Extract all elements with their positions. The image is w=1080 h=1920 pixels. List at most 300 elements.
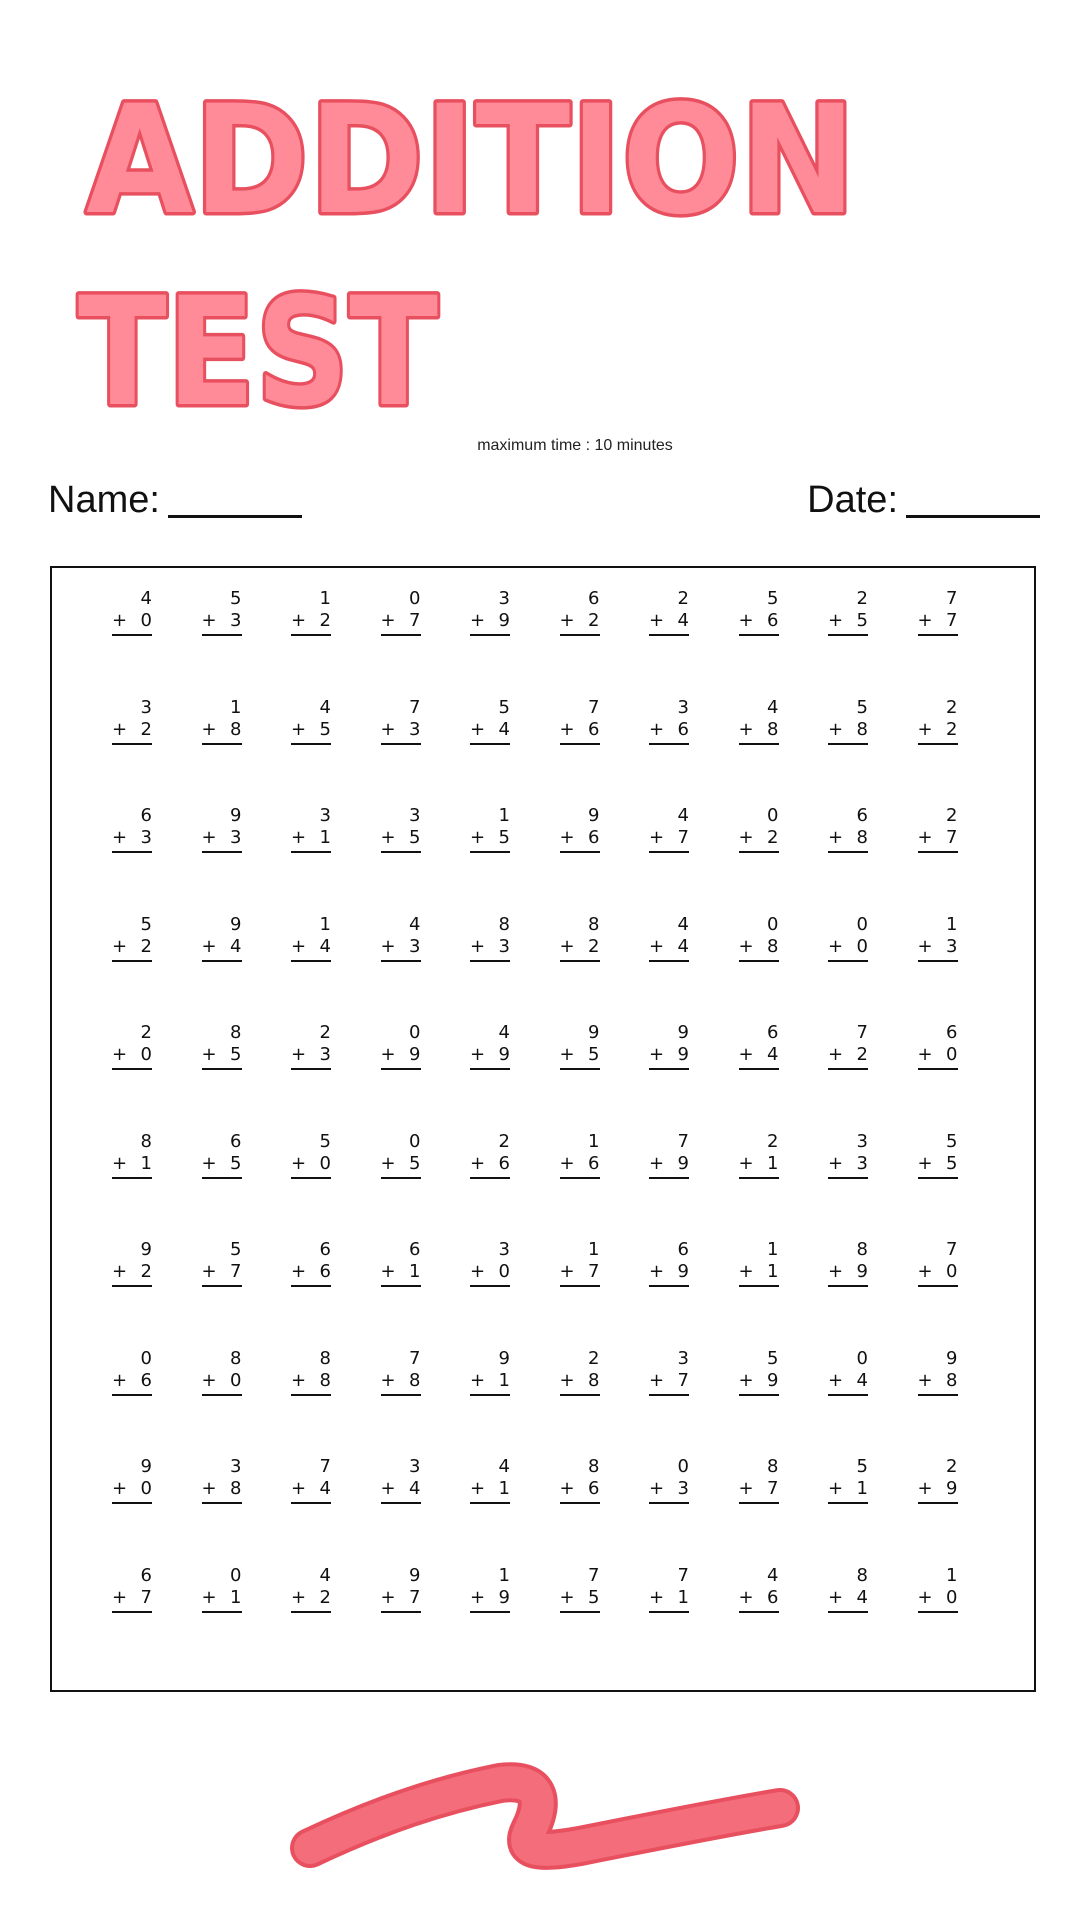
first-addend: 6 xyxy=(230,1130,242,1152)
second-addend-row xyxy=(291,1261,331,1287)
addition-problem xyxy=(291,805,331,853)
plus-sign: + xyxy=(112,1478,128,1499)
second-addend: 7 xyxy=(946,610,958,631)
addition-problem xyxy=(202,1565,242,1613)
second-addend: 1 xyxy=(409,1261,421,1282)
second-addend: 4 xyxy=(409,1478,421,1499)
addition-problem xyxy=(739,588,779,636)
addition-problem xyxy=(470,697,510,745)
plus-sign: + xyxy=(470,827,486,848)
plus-sign: + xyxy=(470,1369,486,1391)
addition-problem xyxy=(470,805,510,853)
second-addend: 2 xyxy=(946,718,958,740)
plus-sign: + xyxy=(112,1152,128,1174)
second-addend: 9 xyxy=(677,1044,689,1065)
second-addend: 6 xyxy=(588,827,600,848)
plus-sign: + xyxy=(738,1369,754,1391)
plus-sign: + xyxy=(738,827,754,848)
second-addend: 2 xyxy=(140,718,152,740)
second-addend-row xyxy=(649,827,689,853)
plus-sign: + xyxy=(470,935,486,957)
first-addend: 0 xyxy=(767,805,779,826)
first-addend: 7 xyxy=(319,1456,331,1477)
addition-problem xyxy=(470,1022,510,1070)
plus-sign: + xyxy=(470,1044,486,1065)
addition-problem xyxy=(112,588,152,636)
second-addend-row xyxy=(291,1044,331,1070)
second-addend-row xyxy=(381,1587,421,1613)
second-addend-row xyxy=(470,1044,510,1070)
first-addend: 4 xyxy=(409,913,421,935)
plus-sign: + xyxy=(828,1478,844,1499)
addition-problem xyxy=(560,914,600,962)
addition-problem xyxy=(649,805,689,853)
addition-problem xyxy=(381,914,421,962)
plus-sign: + xyxy=(649,1586,665,1608)
second-addend-row xyxy=(202,1370,242,1396)
addition-problem xyxy=(918,914,958,962)
second-addend: 6 xyxy=(319,1261,331,1282)
addition-problem xyxy=(739,1456,779,1504)
second-addend-row xyxy=(381,719,421,745)
second-addend: 9 xyxy=(677,1261,689,1282)
plus-sign: + xyxy=(470,1586,486,1608)
first-addend: 1 xyxy=(946,913,958,935)
plus-sign: + xyxy=(380,1586,396,1608)
second-addend: 9 xyxy=(767,1369,779,1391)
second-addend: 1 xyxy=(498,1369,510,1391)
first-addend: 8 xyxy=(856,1564,868,1586)
first-addend: 4 xyxy=(767,1564,779,1586)
second-addend-row xyxy=(202,1587,242,1613)
first-addend: 7 xyxy=(588,1564,600,1586)
second-addend: 8 xyxy=(230,1478,242,1499)
plus-sign: + xyxy=(738,1261,754,1282)
second-addend-row xyxy=(739,1478,779,1504)
first-addend: 0 xyxy=(409,1022,421,1043)
addition-problem xyxy=(649,1239,689,1287)
plus-sign: + xyxy=(112,1369,128,1391)
addition-problem xyxy=(560,805,600,853)
addition-problem xyxy=(381,1456,421,1504)
second-addend: 1 xyxy=(767,1152,779,1174)
first-addend: 8 xyxy=(498,913,510,935)
addition-problem xyxy=(649,1022,689,1070)
first-addend: 8 xyxy=(588,1456,600,1477)
second-addend: 4 xyxy=(677,935,689,957)
second-addend-row xyxy=(381,1044,421,1070)
second-addend-row xyxy=(560,610,600,636)
second-addend: 8 xyxy=(230,718,242,740)
plus-sign: + xyxy=(649,1369,665,1391)
second-addend: 6 xyxy=(588,718,600,740)
second-addend-row xyxy=(112,1261,152,1287)
addition-problem xyxy=(202,1131,242,1179)
second-addend-row xyxy=(918,827,958,853)
plus-sign: + xyxy=(559,1044,575,1065)
second-addend: 3 xyxy=(677,1478,689,1499)
second-addend-row xyxy=(649,1370,689,1396)
addition-problem xyxy=(828,1131,868,1179)
second-addend: 2 xyxy=(588,610,600,631)
plus-sign: + xyxy=(917,1044,933,1065)
addition-problem xyxy=(560,1022,600,1070)
first-addend: 5 xyxy=(856,696,868,718)
first-addend: 8 xyxy=(856,1239,868,1260)
second-addend: 0 xyxy=(230,1369,242,1391)
addition-problem xyxy=(560,1456,600,1504)
second-addend-row xyxy=(649,1261,689,1287)
second-addend: 6 xyxy=(498,1152,510,1174)
addition-problem xyxy=(112,1348,152,1396)
date-label: Date: xyxy=(807,479,898,521)
first-addend: 8 xyxy=(319,1347,331,1369)
first-addend: 3 xyxy=(498,1239,510,1260)
plus-sign: + xyxy=(828,718,844,740)
addition-problem xyxy=(470,1456,510,1504)
addition-problem xyxy=(739,805,779,853)
second-addend-row xyxy=(649,610,689,636)
first-addend: 0 xyxy=(856,1347,868,1369)
plus-sign: + xyxy=(201,1478,217,1499)
second-addend-row xyxy=(291,1370,331,1396)
first-addend: 5 xyxy=(140,913,152,935)
addition-problem xyxy=(470,1348,510,1396)
addition-problem xyxy=(649,1348,689,1396)
second-addend-row xyxy=(739,1587,779,1613)
first-addend: 2 xyxy=(946,696,958,718)
first-addend: 0 xyxy=(140,1347,152,1369)
second-addend: 6 xyxy=(588,1152,600,1174)
second-addend-row xyxy=(828,1261,868,1287)
first-addend: 8 xyxy=(588,913,600,935)
first-addend: 8 xyxy=(140,1130,152,1152)
first-addend: 4 xyxy=(677,805,689,826)
plus-sign: + xyxy=(380,718,396,740)
second-addend: 2 xyxy=(767,827,779,848)
addition-problem xyxy=(291,1348,331,1396)
first-addend: 9 xyxy=(140,1239,152,1260)
second-addend: 7 xyxy=(946,827,958,848)
addition-problem xyxy=(828,588,868,636)
plus-sign: + xyxy=(470,718,486,740)
second-addend: 3 xyxy=(856,1152,868,1174)
plus-sign: + xyxy=(917,1369,933,1391)
second-addend-row xyxy=(918,610,958,636)
addition-problem xyxy=(381,588,421,636)
first-addend: 9 xyxy=(230,805,242,826)
second-addend-row xyxy=(381,1261,421,1287)
second-addend-row xyxy=(470,610,510,636)
addition-problem xyxy=(470,1239,510,1287)
plus-sign: + xyxy=(828,1152,844,1174)
title-line-2: TEST xyxy=(78,266,438,440)
second-addend-row xyxy=(470,827,510,853)
addition-problem xyxy=(381,805,421,853)
plus-sign: + xyxy=(291,1586,307,1608)
second-addend: 4 xyxy=(498,718,510,740)
first-addend: 0 xyxy=(409,1130,421,1152)
second-addend: 0 xyxy=(140,1478,152,1499)
second-addend: 2 xyxy=(319,1586,331,1608)
addition-problem xyxy=(918,1239,958,1287)
addition-problem xyxy=(202,1022,242,1070)
first-addend: 2 xyxy=(498,1130,510,1152)
second-addend: 0 xyxy=(319,1152,331,1174)
first-addend: 3 xyxy=(409,805,421,826)
second-addend-row xyxy=(649,1478,689,1504)
addition-problem xyxy=(112,1456,152,1504)
plus-sign: + xyxy=(649,610,665,631)
second-addend: 7 xyxy=(677,1369,689,1391)
addition-problem xyxy=(202,914,242,962)
first-addend: 2 xyxy=(588,1347,600,1369)
addition-problem xyxy=(381,1348,421,1396)
addition-problem xyxy=(739,1022,779,1070)
addition-problem xyxy=(918,1022,958,1070)
addition-problem xyxy=(291,914,331,962)
name-blank[interactable] xyxy=(168,477,302,518)
second-addend-row xyxy=(918,1478,958,1504)
plus-sign: + xyxy=(291,1044,307,1065)
second-addend: 0 xyxy=(946,1261,958,1282)
addition-problem xyxy=(739,1348,779,1396)
first-addend: 6 xyxy=(677,1239,689,1260)
plus-sign: + xyxy=(470,610,486,631)
plus-sign: + xyxy=(738,935,754,957)
second-addend-row xyxy=(739,1261,779,1287)
addition-problem xyxy=(918,1565,958,1613)
second-addend-row xyxy=(828,719,868,745)
second-addend: 8 xyxy=(319,1369,331,1391)
first-addend: 3 xyxy=(856,1130,868,1152)
plus-sign: + xyxy=(559,718,575,740)
first-addend: 5 xyxy=(498,696,510,718)
first-addend: 1 xyxy=(767,1239,779,1260)
plus-sign: + xyxy=(201,610,217,631)
second-addend: 2 xyxy=(140,1261,152,1282)
second-addend: 1 xyxy=(856,1478,868,1499)
name-label: Name: xyxy=(48,479,160,521)
plus-sign: + xyxy=(738,610,754,631)
plus-sign: + xyxy=(201,718,217,740)
plus-sign: + xyxy=(917,1478,933,1499)
plus-sign: + xyxy=(380,827,396,848)
first-addend: 0 xyxy=(677,1456,689,1477)
second-addend-row xyxy=(918,1153,958,1179)
addition-problem xyxy=(828,1348,868,1396)
first-addend: 5 xyxy=(767,588,779,609)
addition-problem xyxy=(381,1022,421,1070)
addition-problem xyxy=(918,697,958,745)
second-addend-row xyxy=(291,1587,331,1613)
second-addend-row xyxy=(739,827,779,853)
plus-sign: + xyxy=(112,935,128,957)
first-addend: 5 xyxy=(230,1239,242,1260)
plus-sign: + xyxy=(559,1586,575,1608)
second-addend: 1 xyxy=(140,1152,152,1174)
plus-sign: + xyxy=(470,1152,486,1174)
addition-problem xyxy=(202,1239,242,1287)
first-addend: 8 xyxy=(230,1347,242,1369)
second-addend: 9 xyxy=(856,1261,868,1282)
second-addend-row xyxy=(291,936,331,962)
second-addend-row xyxy=(828,1044,868,1070)
second-addend-row xyxy=(291,719,331,745)
first-addend: 6 xyxy=(946,1022,958,1043)
second-addend: 3 xyxy=(230,827,242,848)
second-addend-row xyxy=(112,1044,152,1070)
addition-problem xyxy=(739,1239,779,1287)
date-blank[interactable] xyxy=(906,477,1040,518)
second-addend: 6 xyxy=(767,1586,779,1608)
first-addend: 6 xyxy=(588,588,600,609)
second-addend: 3 xyxy=(946,935,958,957)
addition-problem xyxy=(649,1565,689,1613)
second-addend-row xyxy=(202,1478,242,1504)
second-addend: 2 xyxy=(856,1044,868,1065)
second-addend: 5 xyxy=(588,1586,600,1608)
second-addend: 3 xyxy=(409,935,421,957)
addition-problem xyxy=(112,697,152,745)
second-addend-row xyxy=(918,719,958,745)
second-addend: 0 xyxy=(946,1586,958,1608)
second-addend: 5 xyxy=(319,718,331,740)
plus-sign: + xyxy=(917,935,933,957)
addition-problem xyxy=(828,697,868,745)
plus-sign: + xyxy=(917,1586,933,1608)
plus-sign: + xyxy=(917,610,933,631)
second-addend-row xyxy=(470,1261,510,1287)
addition-problem xyxy=(291,1565,331,1613)
second-addend: 6 xyxy=(767,610,779,631)
first-addend: 2 xyxy=(319,1022,331,1043)
first-addend: 9 xyxy=(498,1347,510,1369)
addition-problem xyxy=(291,1456,331,1504)
second-addend: 4 xyxy=(230,935,242,957)
second-addend: 6 xyxy=(588,1478,600,1499)
plus-sign: + xyxy=(201,1369,217,1391)
second-addend-row xyxy=(739,1370,779,1396)
plus-sign: + xyxy=(917,1261,933,1282)
plus-sign: + xyxy=(559,1478,575,1499)
plus-sign: + xyxy=(112,610,128,631)
first-addend: 4 xyxy=(319,696,331,718)
addition-problem xyxy=(649,1456,689,1504)
second-addend-row xyxy=(739,719,779,745)
plus-sign: + xyxy=(112,718,128,740)
first-addend: 7 xyxy=(588,696,600,718)
addition-problem xyxy=(739,1131,779,1179)
addition-problem xyxy=(112,805,152,853)
addition-problem xyxy=(739,914,779,962)
plus-sign: + xyxy=(291,1369,307,1391)
first-addend: 5 xyxy=(319,1130,331,1152)
plus-sign: + xyxy=(738,1044,754,1065)
second-addend-row xyxy=(560,1478,600,1504)
plus-sign: + xyxy=(291,1152,307,1174)
second-addend: 0 xyxy=(498,1261,510,1282)
first-addend: 7 xyxy=(946,588,958,609)
first-addend: 7 xyxy=(677,1564,689,1586)
first-addend: 3 xyxy=(319,805,331,826)
second-addend: 7 xyxy=(230,1261,242,1282)
first-addend: 2 xyxy=(946,805,958,826)
addition-problem xyxy=(202,1348,242,1396)
second-addend: 0 xyxy=(946,1044,958,1065)
addition-problem xyxy=(918,1348,958,1396)
second-addend-row xyxy=(828,610,868,636)
second-addend: 1 xyxy=(230,1586,242,1608)
second-addend-row xyxy=(112,936,152,962)
addition-problem xyxy=(739,697,779,745)
addition-problem xyxy=(291,588,331,636)
addition-problem xyxy=(828,1022,868,1070)
second-addend: 5 xyxy=(409,1152,421,1174)
addition-problem xyxy=(560,1239,600,1287)
second-addend: 7 xyxy=(140,1586,152,1608)
addition-problem xyxy=(828,914,868,962)
addition-problem xyxy=(202,588,242,636)
second-addend-row xyxy=(828,1587,868,1613)
second-addend-row xyxy=(828,827,868,853)
first-addend: 1 xyxy=(319,913,331,935)
addition-problem xyxy=(291,1239,331,1287)
second-addend: 9 xyxy=(409,1044,421,1065)
first-addend: 4 xyxy=(319,1564,331,1586)
first-addend: 4 xyxy=(677,913,689,935)
plus-sign: + xyxy=(112,1586,128,1608)
plus-sign: + xyxy=(649,935,665,957)
first-addend: 1 xyxy=(498,1564,510,1586)
second-addend-row xyxy=(560,719,600,745)
first-addend: 6 xyxy=(140,805,152,826)
plus-sign: + xyxy=(828,935,844,957)
second-addend-row xyxy=(739,936,779,962)
addition-problem xyxy=(381,1565,421,1613)
addition-problem xyxy=(470,1131,510,1179)
second-addend: 8 xyxy=(767,718,779,740)
first-addend: 6 xyxy=(409,1239,421,1260)
second-addend: 2 xyxy=(319,610,331,631)
addition-problem xyxy=(112,914,152,962)
first-addend: 7 xyxy=(409,696,421,718)
second-addend: 5 xyxy=(946,1152,958,1174)
plus-sign: + xyxy=(291,610,307,631)
first-addend: 0 xyxy=(856,913,868,935)
second-addend: 8 xyxy=(767,935,779,957)
plus-sign: + xyxy=(559,827,575,848)
plus-sign: + xyxy=(112,1044,128,1065)
first-addend: 6 xyxy=(767,1022,779,1043)
second-addend-row xyxy=(918,1587,958,1613)
first-addend: 3 xyxy=(677,696,689,718)
plus-sign: + xyxy=(559,1369,575,1391)
second-addend-row xyxy=(649,1587,689,1613)
second-addend-row xyxy=(112,1370,152,1396)
plus-sign: + xyxy=(380,1478,396,1499)
first-addend: 7 xyxy=(946,1239,958,1260)
plus-sign: + xyxy=(828,827,844,848)
second-addend: 5 xyxy=(230,1044,242,1065)
second-addend: 5 xyxy=(588,1044,600,1065)
plus-sign: + xyxy=(649,1261,665,1282)
first-addend: 3 xyxy=(140,696,152,718)
second-addend: 3 xyxy=(140,827,152,848)
plus-sign: + xyxy=(559,935,575,957)
addition-problem xyxy=(112,1565,152,1613)
addition-problem xyxy=(560,1131,600,1179)
